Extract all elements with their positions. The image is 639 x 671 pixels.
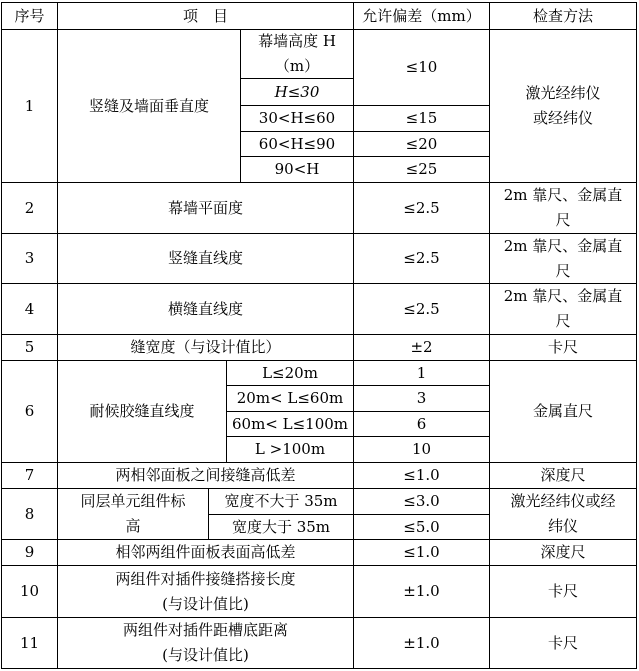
row7-no: 7 <box>24 466 35 484</box>
row1-tolerance: ≤25 <box>405 160 438 178</box>
row8-tolerance: ≤3.0 <box>403 492 440 510</box>
row11-method: 卡尺 <box>547 633 578 652</box>
row10-item: 两组件对插件接缝搭接长度 (与设计值比) <box>115 569 296 613</box>
row4-method: 2m 靠尺、金属直 尺 <box>503 287 623 330</box>
row2-item: 幕墙平面度 <box>167 198 243 217</box>
row6-tolerance: 6 <box>416 414 427 433</box>
row8-sub-range: 宽度大于 35m <box>231 517 331 536</box>
row2-tolerance: ≤2.5 <box>403 198 440 217</box>
row5-tolerance: ±2 <box>410 338 433 356</box>
header-item: 项 目 <box>182 6 228 25</box>
row5-method: 卡尺 <box>547 338 578 356</box>
row6-sub-range: 60m< L≤100m <box>231 414 349 433</box>
row1-method: 激光经纬仪 或经纬仪 <box>525 84 601 127</box>
row6-tolerance: 3 <box>416 389 427 407</box>
row9-method: 深度尺 <box>540 543 586 561</box>
row10-no: 10 <box>19 582 40 600</box>
row1-tolerance: ≤20 <box>405 134 438 153</box>
row1-sub-range: 90<H <box>274 160 320 178</box>
row8-sub-range: 宽度不大于 35m <box>224 492 338 510</box>
row3-no: 3 <box>24 249 35 267</box>
row1-sub-header: 幕墙高度 H （m） <box>258 32 336 75</box>
row6-item: 耐候胶缝直线度 <box>89 402 195 420</box>
row11-tolerance: ±1.0 <box>403 633 440 652</box>
row8-method: 激光经纬仪或经 纬仪 <box>510 492 616 535</box>
row9-item: 相邻两组件面板表面高低差 <box>115 543 296 561</box>
row8-item: 同层单元组件标 高 <box>80 492 186 535</box>
row3-item: 竖缝直线度 <box>167 249 243 267</box>
row2-no: 2 <box>24 198 35 217</box>
row1-tolerance: ≤10 <box>405 58 438 76</box>
row6-method: 金属直尺 <box>532 402 593 420</box>
row1-sub-range: 30<H≤60 <box>258 109 336 127</box>
row7-item: 两相邻面板之间接缝高低差 <box>115 466 296 484</box>
row6-tolerance: 10 <box>411 440 432 458</box>
row1-sub-range: H≤30 <box>274 82 320 101</box>
row1-item: 竖缝及墙面垂直度 <box>88 96 209 115</box>
row1-sub-range: 60<H≤90 <box>258 134 336 153</box>
row8-no: 8 <box>24 504 35 523</box>
row2-method: 2m 靠尺、金属直 尺 <box>503 186 623 229</box>
row7-tolerance: ≤1.0 <box>403 466 440 484</box>
row9-tolerance: ≤1.0 <box>403 543 440 561</box>
row1-tolerance: ≤15 <box>405 109 438 127</box>
row10-method: 卡尺 <box>547 582 578 600</box>
row7-method: 深度尺 <box>540 466 586 484</box>
row4-item: 横缝直线度 <box>167 299 243 318</box>
row6-no: 6 <box>24 402 35 420</box>
row10-tolerance: ±1.0 <box>403 582 440 600</box>
row6-sub-range: 20m< L≤60m <box>236 389 344 407</box>
row4-no: 4 <box>24 299 35 318</box>
row8-tolerance: ≤5.0 <box>403 517 440 536</box>
header-method: 检查方法 <box>532 6 593 25</box>
header-tolerance: 允许偏差（mm） <box>362 6 481 25</box>
row5-item: 缝宽度（与设计值比） <box>130 338 281 356</box>
row6-sub-range: L≤20m <box>262 363 318 382</box>
header-no: 序号 <box>14 6 45 25</box>
row11-item: 两组件对插件距槽底距离 (与设计值比) <box>122 621 288 664</box>
row1-no: 1 <box>24 96 35 115</box>
row3-tolerance: ≤2.5 <box>403 249 440 267</box>
row6-sub-range: L >100m <box>254 440 326 458</box>
row6-tolerance: 1 <box>416 363 427 382</box>
row11-no: 11 <box>19 633 40 652</box>
row5-no: 5 <box>24 338 35 356</box>
row9-no: 9 <box>24 543 35 561</box>
row3-method: 2m 靠尺、金属直 尺 <box>503 236 623 280</box>
row4-tolerance: ≤2.5 <box>403 299 440 318</box>
